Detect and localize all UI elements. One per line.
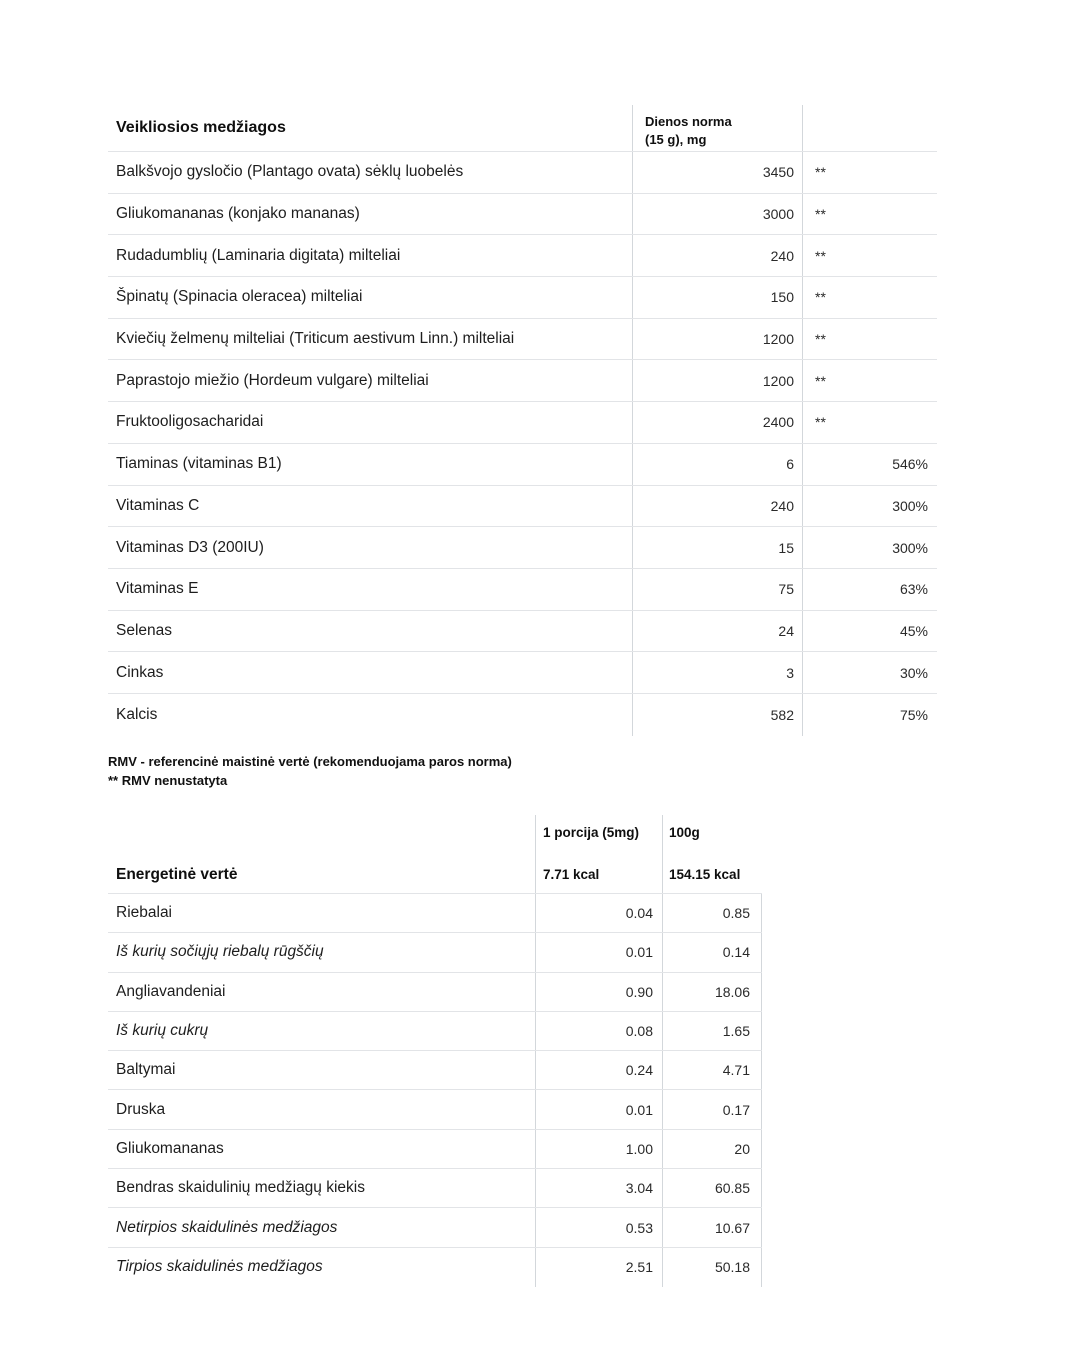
footnote-rmv-definition: RMV - referencinė maistinė vertė (rekomenduojama paros norma): [108, 754, 512, 769]
table-row: [108, 1248, 762, 1287]
substance-name: Cinkas: [108, 652, 633, 693]
footnotes: [108, 752, 512, 790]
substance-rnv-percent: **: [815, 164, 826, 181]
per-portion-column-header: [536, 815, 663, 893]
nutrient-per-100g: 0.14: [663, 933, 762, 971]
substance-rnv-percent: 546%: [892, 456, 928, 473]
nutrient-per-100g: 1.65: [663, 1012, 762, 1050]
nutrient-per-100g: 50.18: [663, 1248, 762, 1287]
nutrient-per-100g: 18.06: [663, 973, 762, 1011]
table-row: [108, 652, 937, 694]
substance-rnv-percent: 300%: [892, 497, 928, 514]
substance-amount: 24: [633, 611, 803, 652]
substance-name: Vitaminas D3 (200IU): [108, 527, 633, 568]
substance-rnv-percent: **: [815, 414, 826, 431]
substance-name: Paprastojo miežio (Hordeum vulgare) milteliai: [108, 360, 633, 401]
per-100g-header-kcal: 154.15 kcal: [669, 867, 741, 882]
nutrient-per-portion: 0.90: [536, 973, 663, 1011]
nutrient-per-portion: 0.24: [536, 1051, 663, 1089]
energy-value-rows: [108, 894, 762, 1287]
nutrient-per-portion: 0.08: [536, 1012, 663, 1050]
substance-name: Vitaminas C: [108, 486, 633, 527]
table-row: [108, 444, 937, 486]
nutrient-name: Angliavandeniai: [108, 973, 536, 1011]
nutrient-per-portion: 0.01: [536, 933, 663, 971]
energy-value-table: [108, 815, 762, 1287]
nutrient-per-100g: 4.71: [663, 1051, 762, 1089]
substance-name: Gliukomananas (konjako mananas): [108, 194, 633, 235]
table-row: [108, 1169, 762, 1208]
nutrient-name: Druska: [108, 1090, 536, 1128]
substance-name: Kviečių želmenų milteliai (Triticum aestivum Linn.) milteliai: [108, 319, 633, 360]
table-row: [108, 1130, 762, 1169]
substance-rnv-percent: **: [815, 247, 826, 264]
nutrient-name: Tirpios skaidulinės medžiagos: [108, 1248, 536, 1287]
table-row: [108, 319, 937, 361]
active-substances-rows: [108, 152, 937, 736]
substance-rnv-percent: **: [815, 331, 826, 348]
per-100g-header-line1: 100g: [669, 825, 700, 840]
substance-rnv-percent: **: [815, 289, 826, 306]
table-row: [108, 152, 937, 194]
substance-amount: 240: [633, 486, 803, 527]
nutrient-name: Riebalai: [108, 894, 536, 932]
table-row: [108, 894, 762, 933]
substance-amount: 15: [633, 527, 803, 568]
substance-name: Kalcis: [108, 694, 633, 736]
substance-name: Balkšvojo gysločio (Plantago ovata) sėklų luobelės: [108, 152, 633, 193]
substance-amount: 150: [633, 277, 803, 318]
table-row: [108, 527, 937, 569]
table-row: [108, 1051, 762, 1090]
nutrient-name: Iš kurių cukrų: [108, 1012, 536, 1050]
daily-norm-column-header: [633, 105, 803, 151]
nutrient-name: Bendras skaidulinių medžiagų kiekis: [108, 1169, 536, 1207]
substance-name: Vitaminas E: [108, 569, 633, 610]
nutrient-per-portion: 0.01: [536, 1090, 663, 1128]
table-row: [108, 569, 937, 611]
nutrient-per-100g: 10.67: [663, 1208, 762, 1246]
nutrient-per-portion: 1.00: [536, 1130, 663, 1168]
substance-rnv-percent: 75%: [899, 706, 928, 723]
substance-amount: 6: [633, 444, 803, 485]
substance-amount: 582: [633, 694, 803, 736]
substance-amount: 3: [633, 652, 803, 693]
nutrient-name: Iš kurių sočiųjų riebalų rūgščių: [108, 933, 536, 971]
table-row: [108, 1208, 762, 1247]
substance-amount: 3000: [633, 194, 803, 235]
substance-amount: 240: [633, 235, 803, 276]
substance-rnv-percent: **: [815, 372, 826, 389]
table-row: [108, 235, 937, 277]
substance-name: Tiaminas (vitaminas B1): [108, 444, 633, 485]
nutrient-per-portion: 0.53: [536, 1208, 663, 1246]
table-row: [108, 486, 937, 528]
nutrient-per-100g: 0.85: [663, 894, 762, 932]
substance-amount: 1200: [633, 319, 803, 360]
substance-amount: 75: [633, 569, 803, 610]
per-100g-column-header: [663, 815, 762, 893]
table-row: [108, 1012, 762, 1051]
nutrient-per-portion: 0.04: [536, 894, 663, 932]
substance-amount: 1200: [633, 360, 803, 401]
substance-name: Rudadumblių (Laminaria digitata) milteliai: [108, 235, 633, 276]
substance-name: Špinatų (Spinacia oleracea) milteliai: [108, 277, 633, 318]
daily-norm-header-line2: (15 g), mg: [645, 131, 707, 147]
substance-amount: 3450: [633, 152, 803, 193]
active-substances-header-row: [108, 105, 937, 152]
nutrient-per-100g: 0.17: [663, 1090, 762, 1128]
footnote-rmv-not-set: ** RMV nenustatyta: [108, 773, 228, 788]
substance-rnv-percent: 63%: [899, 581, 928, 598]
table-row: [108, 933, 762, 972]
nutrient-name: Gliukomananas: [108, 1130, 536, 1168]
active-substances-table: [108, 105, 937, 736]
per-portion-header-line1: 1 porcija (5mg): [543, 825, 640, 840]
table-row: [108, 194, 937, 236]
table-row: [108, 611, 937, 653]
table-row: [108, 973, 762, 1012]
substance-rnv-percent: 300%: [892, 539, 928, 556]
nutrient-name: Netirpios skaidulinės medžiagos: [108, 1208, 536, 1246]
substance-name: Fruktooligosacharidai: [108, 402, 633, 443]
energy-value-title: Energetinė vertė: [108, 815, 536, 893]
active-substances-title: Veikliosios medžiagos: [108, 105, 633, 151]
substance-name: Selenas: [108, 611, 633, 652]
substance-rnv-percent: **: [815, 206, 826, 223]
energy-value-header-row: [108, 815, 762, 894]
table-row: [108, 1090, 762, 1129]
nutrient-per-100g: 20: [663, 1130, 762, 1168]
daily-norm-header-line1: Dienos norma: [645, 113, 732, 129]
nutrient-name: Baltymai: [108, 1051, 536, 1089]
per-portion-header-kcal: 7.71 kcal: [543, 867, 600, 882]
nutrient-per-portion: 3.04: [536, 1169, 663, 1207]
substance-rnv-percent: 45%: [899, 622, 928, 639]
table-row: [108, 402, 937, 444]
nutrient-per-portion: 2.51: [536, 1248, 663, 1287]
substance-amount: 2400: [633, 402, 803, 443]
rnv-column-header: [803, 105, 937, 151]
nutrient-per-100g: 60.85: [663, 1169, 762, 1207]
table-row: [108, 360, 937, 402]
substance-rnv-percent: 30%: [899, 664, 928, 681]
table-row: [108, 694, 937, 736]
table-row: [108, 277, 937, 319]
